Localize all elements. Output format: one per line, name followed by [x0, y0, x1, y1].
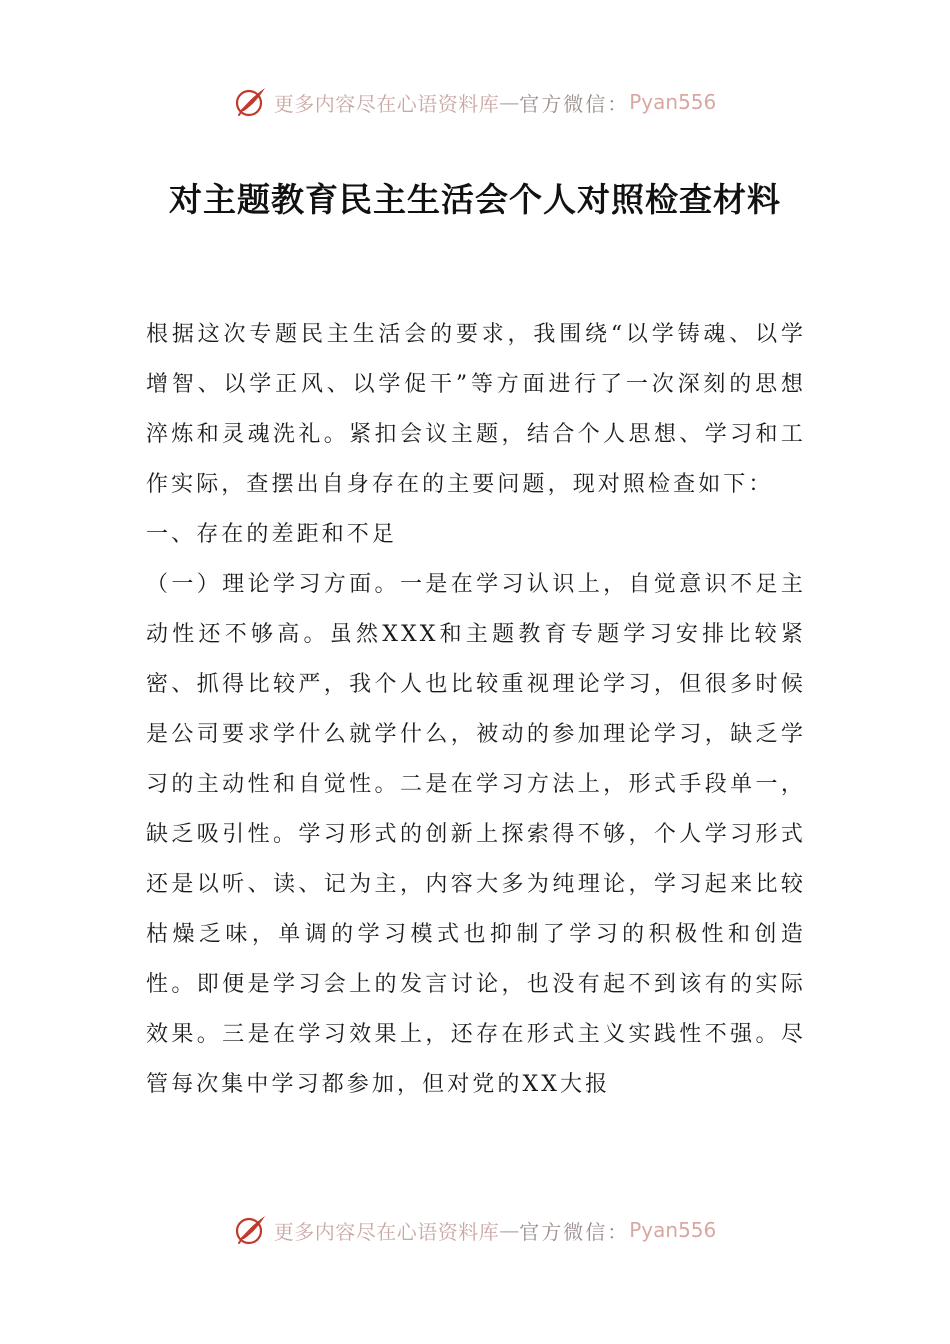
document-body — [146, 310, 806, 1110]
section-heading: 一、存在的差距和不足 — [146, 522, 398, 547]
intro-paragraph: 根据这次专题民主生活会的要求，我围绕“以学铸魂、以学增智、以学正风、以学促干”等方面进行了一次深刻的思想淬炼和灵魂洗礼。紧扣会议主题，结合个人思想、学习和工作实际，查摆出自身存在的主要问题，现对照检查如下： — [146, 322, 806, 497]
banner-wechat-label: 官方微信： — [519, 91, 630, 116]
banner-wechat-id: Pyan556 — [629, 90, 717, 114]
theory-study-paragraph: （一）理论学习方面。一是在学习认识上，自觉意识不足主动性还不够高。虽然XXX和主题教育专题学习安排比较紧密、抓得比较严，我个人也比较重视理论学习，但很多时候是公司要求学什么就学什么，被动的参加理论学习，缺乏学习的主动性和自觉性。二是在学习方法上，形式手段单一，缺乏吸引性。学习形式的创新上探索得不够，个人学习形式还是以听、读、记为主，内容大多为纯理论，学习起来比较枯燥乏味，单调的学习模式也抑制了学习的积极性和创造性。即便是学习会上的发言讨论，也没有起不到该有的实际效果。三是在学习效果上，还存在形式主义实践性不强。尽管每次集中学习都参加，但对党的XX大报 — [146, 572, 806, 1097]
quill-logo-icon — [234, 85, 268, 119]
banner-slogan: 更多内容尽在心语资料库 — [273, 1219, 500, 1244]
document-title: 对主题教育民主生活会个人对照检查材料 — [169, 180, 781, 219]
header-banner — [0, 82, 950, 122]
banner-wechat-id: Pyan556 — [629, 1218, 717, 1242]
footer-banner — [0, 1210, 950, 1250]
quill-logo-icon — [234, 1213, 268, 1247]
banner-separator: — — [499, 1218, 520, 1242]
banner-slogan: 更多内容尽在心语资料库 — [273, 91, 500, 116]
banner-separator: — — [499, 90, 520, 114]
banner-wechat-label: 官方微信： — [519, 1219, 630, 1244]
